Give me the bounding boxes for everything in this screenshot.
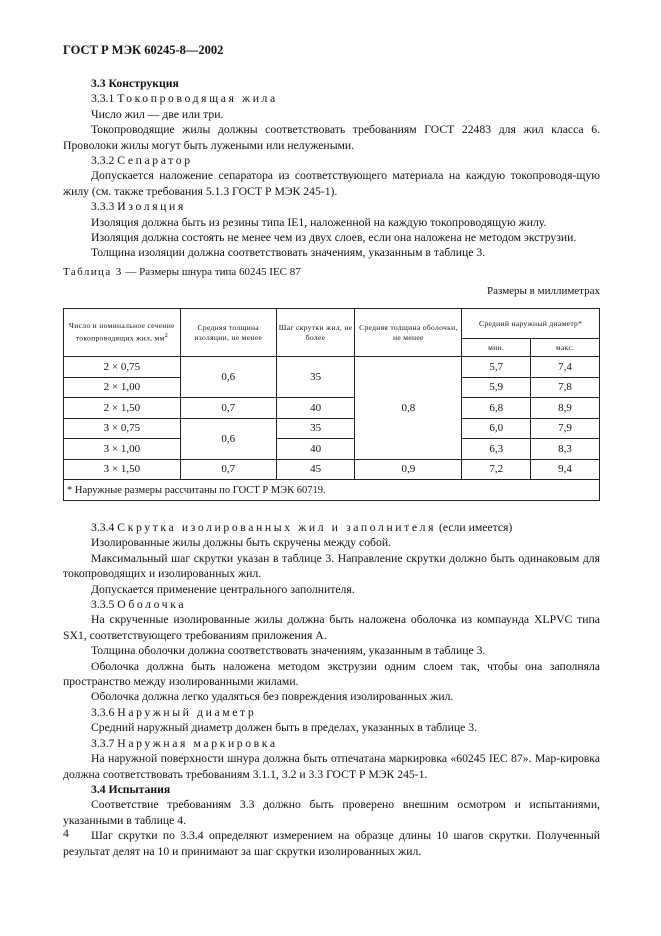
cell-lay-length: 40 bbox=[276, 398, 355, 419]
cell-section: 3 × 0,75 bbox=[64, 418, 181, 439]
subsection-heading bbox=[63, 520, 600, 535]
subsection-heading bbox=[63, 199, 600, 214]
cell-section: 3 × 1,00 bbox=[64, 439, 181, 460]
cell-lay-length: 45 bbox=[276, 459, 355, 480]
cell-sheath: 0,9 bbox=[355, 459, 462, 480]
paragraph: Число жил — две или три. bbox=[91, 107, 224, 121]
dimensions-table bbox=[63, 308, 600, 501]
paragraph: Допускается наложение сепаратора из соответствующего материала на каждую токопроводя-щую жилу (см. также требования 5.1.3 ГОСТ Р МЭК 245-1). bbox=[63, 169, 600, 198]
cell-max: 8,3 bbox=[531, 439, 600, 460]
paragraph: Толщина оболочки должна соответствовать значениям, указанным в таблице 3. bbox=[91, 644, 486, 658]
cell-lay-length: 35 bbox=[276, 418, 355, 439]
cell-section: 3 × 1,50 bbox=[64, 459, 181, 480]
paragraph: Изолированные жилы должны быть скручены между собой. bbox=[91, 536, 392, 550]
subsection-title: Оболочка bbox=[117, 598, 187, 612]
subsection-title: Наружная маркировка bbox=[117, 736, 278, 750]
subsection-number: 3.3.2 bbox=[91, 154, 115, 168]
cell-min: 6,0 bbox=[462, 418, 531, 439]
paragraph: На наружной поверхности шнура должна быть отпечатана маркировка «60245 IEC 87». Мар-кировка должна соответствовать требованиям 3.1.1, 3.2 и 3.3 ГОСТ Р МЭК 245-1. bbox=[63, 752, 600, 781]
paragraph: Допускается применение центрального заполнителя. bbox=[91, 582, 355, 596]
table-row bbox=[64, 459, 600, 480]
cell-insulation: 0,7 bbox=[180, 398, 276, 419]
col-header-insulation: Средняя толщина изоляции, не менее bbox=[180, 309, 276, 357]
cell-max: 7,4 bbox=[531, 357, 600, 378]
paragraph: Толщина изоляции должна соответствовать значениям, указанным в таблице 3. bbox=[91, 246, 486, 260]
cell-insulation: 0,6 bbox=[180, 418, 276, 459]
table-row bbox=[64, 357, 600, 378]
subsection-title: Наружный диаметр bbox=[117, 705, 257, 719]
cell-max: 7,8 bbox=[531, 377, 600, 398]
paragraph: Токопроводящие жилы должны соответствовать требованиям ГОСТ 22483 для жил класса 6. Проволоки жилы могут быть лужеными или нелужеными. bbox=[63, 123, 600, 152]
subsection-title: Изоляция bbox=[117, 200, 186, 214]
subsection-number: 3.3.5 bbox=[91, 598, 115, 612]
col-header-sheath: Средняя толщина оболочки, не менее bbox=[355, 309, 462, 357]
subsection-title: Токопроводящая жила bbox=[117, 92, 278, 106]
subsection-heading bbox=[63, 705, 600, 720]
subsection-suffix: (если имеется) bbox=[436, 521, 513, 534]
subsection-title: Сепаратор bbox=[117, 154, 193, 168]
cell-max: 7,9 bbox=[531, 418, 600, 439]
paragraph: Оболочка должна легко удаляться без повреждения изолированных жил. bbox=[91, 690, 454, 704]
paragraph: Средний наружный диаметр должен быть в пределах, указанных в таблице 3. bbox=[91, 721, 478, 735]
table-row bbox=[64, 418, 600, 439]
section-3-3-continued bbox=[63, 520, 600, 859]
col-header-lay-length: Шаг скрутки жил, не более bbox=[276, 309, 355, 357]
subsection-number: 3.3.6 bbox=[91, 705, 115, 719]
section-title: 3.4 Испытания bbox=[91, 782, 171, 796]
subsection-number: 3.3.4 bbox=[91, 521, 115, 534]
cell-insulation: 0,6 bbox=[180, 357, 276, 398]
paragraph: Изоляция должна быть из резины типа IE1, наложенной на каждую токопроводящую жилу. bbox=[91, 215, 547, 229]
subsection-title: Скрутка изолированных жил и заполнителя bbox=[117, 521, 437, 534]
cell-max: 9,4 bbox=[531, 459, 600, 480]
subsection-number: 3.3.7 bbox=[91, 736, 115, 750]
col-header-max: макс. bbox=[531, 339, 600, 357]
cell-min: 6,3 bbox=[462, 439, 531, 460]
table-caption-label: Таблица 3 bbox=[63, 266, 123, 278]
col-header-diameter: Средний наружный диаметр* bbox=[462, 309, 600, 339]
table-caption-text: — Размеры шнура типа 60245 IEC 87 bbox=[122, 266, 301, 278]
page-header: ГОСТ Р МЭК 60245-8—2002 bbox=[63, 43, 224, 57]
table-row bbox=[64, 398, 600, 419]
paragraph: На скрученные изолированные жилы должна быть наложена оболочка из компаунда XLPVC типа SX1, соответствующего требованиям приложения А. bbox=[63, 613, 600, 642]
cell-section: 2 × 1,00 bbox=[64, 377, 181, 398]
col-header-min: мин. bbox=[462, 339, 531, 357]
table-caption bbox=[63, 266, 301, 278]
cell-section: 2 × 0,75 bbox=[64, 357, 181, 378]
table-units: Размеры в миллиметрах bbox=[487, 285, 600, 297]
subsection-number: 3.3.1 bbox=[91, 92, 115, 106]
subsection-heading bbox=[63, 597, 600, 612]
cell-min: 5,9 bbox=[462, 377, 531, 398]
paragraph: Шаг скрутки по 3.3.4 определяют измерением на образце длины 10 шагов скрутки. Полученный результат делят на 10 и принимают за шаг скрутки изолированных жил. bbox=[63, 829, 600, 858]
table-footnote: * Наружные размеры рассчитаны по ГОСТ Р МЭК 60719. bbox=[64, 480, 600, 501]
subsection-heading bbox=[63, 153, 600, 168]
cell-min: 5,7 bbox=[462, 357, 531, 378]
cell-insulation: 0,7 bbox=[180, 459, 276, 480]
paragraph: Изоляция должна состоять не менее чем из двух слоев, если она наложена не методом экструзии. bbox=[91, 231, 577, 245]
subsection-heading bbox=[63, 91, 600, 106]
section-3-3 bbox=[63, 76, 600, 261]
cell-max: 8,9 bbox=[531, 398, 600, 419]
cell-sheath: 0,8 bbox=[355, 357, 462, 460]
cell-lay-length: 35 bbox=[276, 357, 355, 398]
section-title: 3.3 Конструкция bbox=[91, 77, 179, 90]
col-header-section: Число и номинальное сечение токопроводящих жил, $мм^2$ bbox=[64, 309, 181, 357]
table-row bbox=[64, 439, 600, 460]
subsection-heading bbox=[63, 736, 600, 751]
cell-lay-length: 40 bbox=[276, 439, 355, 460]
subsection-number: 3.3.3 bbox=[91, 200, 115, 214]
cell-min: 7,2 bbox=[462, 459, 531, 480]
paragraph: Оболочка должна быть наложена методом экструзии одним слоем так, чтобы она заполняла пространство между изолированными жилами. bbox=[63, 659, 600, 689]
paragraph: Соответствие требованиям 3.3 должно быть проверено внешним осмотром и испытаниями, указанными в таблице 4. bbox=[63, 798, 600, 827]
page-number: 4 bbox=[63, 827, 69, 840]
paragraph: Максимальный шаг скрутки указан в таблице 3. Направление скрутки должно быть одинаковым для токопроводящих и изолированных жил. bbox=[63, 551, 600, 581]
cell-min: 6,8 bbox=[462, 398, 531, 419]
cell-section: 2 × 1,50 bbox=[64, 398, 181, 419]
